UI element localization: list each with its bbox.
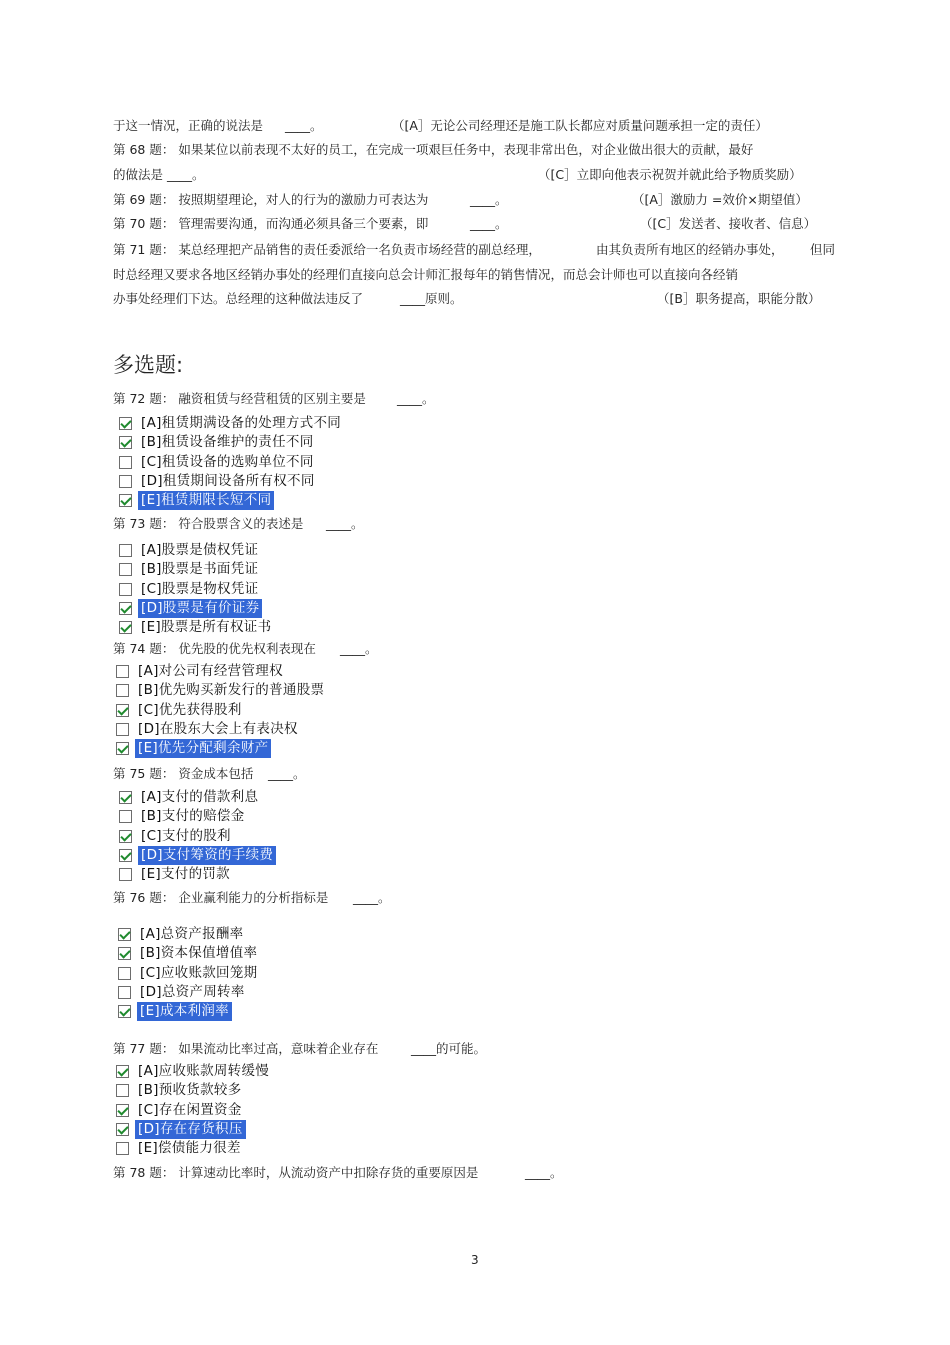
option-label: [C]优先获得股利	[138, 701, 242, 718]
option-label: [D]租赁期间设备所有权不同	[141, 472, 315, 489]
question-blank: ____的可能。	[411, 1041, 487, 1056]
question-text: 第 72 题： 融资租赁与经营租赁的区别主要是	[113, 391, 366, 406]
option-row[interactable]	[116, 739, 271, 758]
text-line: 第 71 题： 某总经理把产品销售的责任委派给一名负责市场经营的副总经理，	[113, 242, 541, 257]
option-label: [D]支付筹资的手续费	[138, 846, 276, 865]
checkbox[interactable]	[119, 563, 132, 576]
option-label: [B]优先购买新发行的普通股票	[138, 682, 325, 699]
question-text: 第 76 题： 企业赢利能力的分析指标是	[113, 890, 329, 905]
option-row[interactable]	[119, 788, 261, 807]
checkbox-checked[interactable]	[116, 704, 129, 717]
option-row[interactable]	[116, 720, 301, 739]
option-row[interactable]	[116, 662, 286, 681]
question-blank: ____。	[353, 890, 391, 905]
option-label: [D]总资产周转率	[140, 983, 245, 1000]
question-blank: ____。	[340, 641, 378, 656]
option-row[interactable]	[119, 453, 317, 472]
text-line: （[B］职务提高，职能分散）	[657, 291, 821, 306]
checkbox[interactable]	[119, 544, 132, 557]
text-line: （[A］无论公司经理还是施工队长都应对质量问题承担一定的责任）	[392, 118, 768, 133]
page-number: 3	[471, 1253, 479, 1267]
option-label: [C]支付的股利	[141, 827, 231, 844]
text-line: ____。	[285, 118, 323, 133]
question-blank: ____。	[326, 516, 364, 531]
text-line: 于这一情况，正确的说法是	[113, 118, 264, 133]
option-label: [A]应收账款周转缓慢	[138, 1063, 270, 1079]
option-row[interactable]	[116, 701, 245, 720]
checkbox[interactable]	[116, 1084, 129, 1097]
checkbox[interactable]	[116, 723, 129, 736]
checkbox[interactable]	[116, 684, 129, 697]
text-line: ____。	[470, 216, 508, 231]
option-label: [B]租赁设备维护的责任不同	[141, 434, 314, 451]
text-line: ____原则。	[400, 291, 463, 306]
section-title: 多选题:	[113, 353, 184, 377]
question-blank: ____。	[525, 1165, 563, 1180]
checkbox-checked[interactable]	[116, 1104, 129, 1117]
checkbox-checked[interactable]	[119, 602, 132, 615]
text-line: 但同	[810, 242, 836, 257]
option-row[interactable]	[118, 964, 260, 983]
checkbox-checked[interactable]	[118, 928, 131, 941]
option-label: [D]股票是有价证券	[138, 599, 262, 618]
option-row[interactable]	[119, 560, 261, 579]
option-label: [B]支付的赔偿金	[141, 808, 245, 825]
option-row[interactable]	[116, 1081, 245, 1100]
checkbox[interactable]	[119, 456, 132, 469]
checkbox[interactable]	[119, 868, 132, 881]
option-row[interactable]	[118, 925, 246, 944]
option-row[interactable]	[119, 599, 262, 618]
option-row[interactable]	[119, 472, 318, 491]
option-label: [A]对公司有经营管理权	[138, 663, 283, 679]
option-label: [C]存在闲置资金	[138, 1101, 242, 1118]
option-row[interactable]	[119, 414, 344, 433]
text-line: （[C］立即向他表示祝贺并就此给予物质奖励）	[538, 167, 802, 182]
question-text: 第 75 题： 资金成本包括	[113, 766, 254, 781]
option-row[interactable]	[118, 983, 248, 1002]
question-text: 第 78 题： 计算速动比率时，从流动资产中扣除存货的重要原因是	[113, 1165, 479, 1180]
checkbox-checked[interactable]	[119, 494, 132, 507]
checkbox[interactable]	[119, 583, 132, 596]
option-row[interactable]	[119, 618, 274, 637]
checkbox[interactable]	[116, 665, 129, 678]
option-row[interactable]	[119, 433, 317, 452]
option-label: [E]股票是所有权证书	[141, 619, 272, 636]
checkbox-checked[interactable]	[118, 1005, 131, 1018]
option-row[interactable]	[119, 846, 276, 865]
text-line: 第 69 题： 按照期望理论，对人的行为的激励力可表达为	[113, 192, 429, 207]
option-row[interactable]	[119, 807, 248, 826]
text-line: 办事处经理们下达。总经理的这种做法违反了	[113, 291, 364, 306]
checkbox-checked[interactable]	[116, 742, 129, 755]
option-label: [A]支付的借款利息	[141, 789, 259, 805]
checkbox-checked[interactable]	[119, 830, 132, 843]
option-label: [B]股票是书面凭证	[141, 561, 259, 578]
option-label: [B]资本保值增值率	[140, 945, 258, 962]
text-line: 时总经理又要求各地区经销办事处的经理们直接向总会计师汇报每年的销售情况，而总会计师也可以直接向各经销	[113, 267, 739, 282]
option-label: [E]支付的罚款	[141, 866, 230, 883]
option-label: [E]偿债能力很差	[138, 1140, 241, 1157]
checkbox-checked[interactable]	[116, 1065, 129, 1078]
option-label: [D]在股东大会上有表决权	[138, 720, 298, 737]
option-row[interactable]	[119, 491, 274, 510]
question-text: 第 77 题： 如果流动比率过高，意味着企业存在	[113, 1041, 379, 1056]
checkbox-checked[interactable]	[116, 1123, 129, 1136]
question-text: 第 73 题： 符合股票含义的表述是	[113, 516, 304, 531]
text-line: ____。	[470, 192, 508, 207]
checkbox[interactable]	[119, 475, 132, 488]
option-row[interactable]	[119, 580, 261, 599]
checkbox[interactable]	[118, 967, 131, 980]
question-text: 第 74 题： 优先股的优先权利表现在	[113, 641, 316, 656]
checkbox-checked[interactable]	[119, 791, 132, 804]
question-blank: ____。	[397, 391, 435, 406]
text-line: （[C］发送者、接收者、信息）	[640, 216, 817, 231]
option-label: [C]应收账款回笼期	[140, 964, 258, 981]
checkbox[interactable]	[116, 1142, 129, 1155]
option-label: [E]租赁期限长短不同	[138, 491, 274, 510]
option-row[interactable]	[116, 681, 327, 700]
option-label: [D]存在存货积压	[135, 1120, 246, 1139]
option-row[interactable]	[118, 1002, 232, 1021]
option-row[interactable]	[118, 944, 260, 963]
option-row[interactable]	[119, 865, 233, 884]
text-line: 由其负责所有地区的经销办事处，	[596, 242, 784, 257]
text-line: 第 70 题： 管理需要沟通，而沟通必须具备三个要素，即	[113, 216, 429, 231]
checkbox-checked[interactable]	[119, 849, 132, 862]
option-label: [E]优先分配剩余财产	[135, 739, 271, 758]
option-label: [B]预收货款较多	[138, 1082, 242, 1099]
option-row[interactable]	[116, 1139, 244, 1158]
text-line: （[A］激励力 =效价×期望值）	[632, 192, 808, 207]
checkbox-checked[interactable]	[119, 436, 132, 449]
option-label: [C]股票是物权凭证	[141, 580, 259, 597]
checkbox-checked[interactable]	[119, 417, 132, 430]
option-label: [C]租赁设备的选购单位不同	[141, 453, 314, 470]
text-line: 的做法是 ____。	[113, 167, 205, 182]
option-row[interactable]	[116, 1120, 246, 1139]
checkbox[interactable]	[118, 986, 131, 999]
checkbox-checked[interactable]	[118, 947, 131, 960]
option-row[interactable]	[119, 541, 261, 560]
option-label: [A]股票是债权凭证	[141, 542, 259, 558]
question-blank: ____。	[268, 766, 306, 781]
option-label: [E]成本利润率	[137, 1002, 232, 1021]
option-row[interactable]	[116, 1062, 272, 1081]
checkbox-checked[interactable]	[119, 621, 132, 634]
option-row[interactable]	[116, 1101, 245, 1120]
option-row[interactable]	[119, 827, 234, 846]
text-line: 第 68 题： 如果某位以前表现不太好的员工，在完成一项艰巨任务中，表现非常出色，对企业做出很大的贡献，最好	[113, 142, 754, 157]
checkbox[interactable]	[119, 810, 132, 823]
option-label: [A]总资产报酬率	[140, 926, 244, 942]
option-label: [A]租赁期满设备的处理方式不同	[141, 415, 342, 431]
